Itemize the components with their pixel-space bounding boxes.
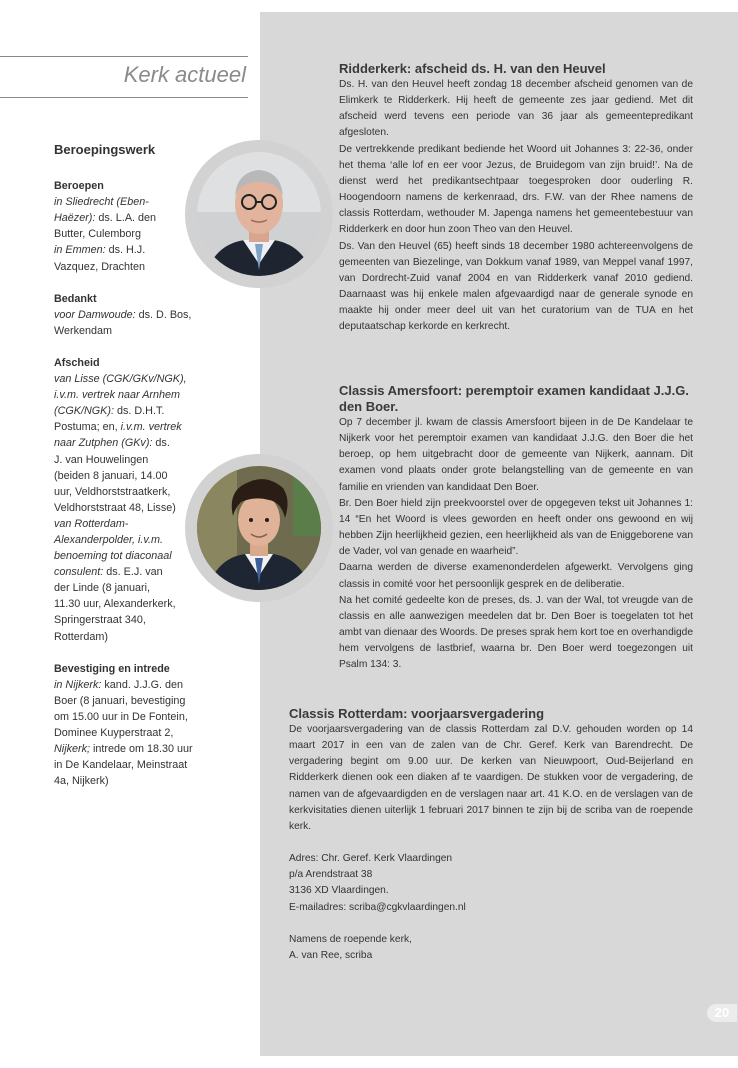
article-paragraph: Br. Den Boer hield zijn preekvoorstel over de opgegeven tekst uit Johannes 1: 14 “En het Woord is vlees geworden en heeft onder ons gewoond en wij hebben Zijn heerlijkheid gezien, een heerlijkheid als van de Eniggeborene van de Vader, vol van genade en waarheid”. xyxy=(339,497,693,558)
event-detail: 4a, Nijkerk) xyxy=(54,775,109,788)
article-title: Classis Amersfoort: peremptoir examen kandidaat J.J.G. den Boer. xyxy=(339,383,689,414)
church-name: voor Damwoude: xyxy=(54,308,136,321)
church-name: in Nijkerk: xyxy=(54,678,102,691)
minister-name: Postuma; en, xyxy=(54,421,121,434)
address-line: 3136 XD Vlaardingen. xyxy=(289,885,389,897)
article-title: Ridderkerk: afscheid ds. H. van den Heuvel xyxy=(339,61,606,76)
minister-name: ds. H.J. xyxy=(105,244,146,257)
article-title: Classis Rotterdam: voorjaarsvergadering xyxy=(289,706,545,721)
church-name: consulent: xyxy=(54,566,104,579)
event-detail: Boer (8 januari, bevestiging xyxy=(54,694,186,707)
church-name: Alexanderpolder, i.v.m. xyxy=(54,533,164,546)
email-address: E-mailadres: scriba@cgkvlaardingen.nl xyxy=(289,901,466,913)
church-name: Nijkerk; xyxy=(54,743,90,756)
church-name: in Emmen: xyxy=(54,244,106,257)
church-name: i.v.m. vertrek xyxy=(120,421,182,434)
bottom-rule xyxy=(0,97,248,98)
article-paragraph: Op 7 december jl. kwam de classis Amersfoort bijeen in de De Kandelaar te Nijkerk voor het peremptoir examen van kandidaat J.J.G. den Boer die het beroep, op hem uitgebracht door de gemeente van Nijkerk, aannam. Dit examen vond plaats onder grote belangstelling van de gemeente en van familie en vrienden van kandidaat Den Boer. xyxy=(339,417,693,493)
minister-location: Werkendam xyxy=(54,324,113,337)
portrait-den-boer xyxy=(197,466,321,590)
article-ridderkerk xyxy=(339,61,693,336)
church-name: Haëzer): xyxy=(54,212,96,225)
event-detail: uur, Veldhorststraatkerk, xyxy=(54,485,171,498)
event-detail: Dominee Kuyperstraat 2, xyxy=(54,727,174,739)
group-afscheid xyxy=(54,355,200,645)
event-detail: Veldhorststraat 48, Lisse) xyxy=(54,501,176,514)
church-name: (CGK/NGK): xyxy=(54,405,114,418)
church-name: in Sliedrecht (Eben- xyxy=(54,196,149,209)
article-paragraph: Ds. Van den Heuvel (65) heeft sinds 18 december 1980 achtereenvolgens de gemeenten van Biezelinge, van Dokkum vanaf 1989, van Meppel vanaf 1997, van Dordrecht-Zuid vanaf 2004 en van Ridderkerk vanaf 2010 gediend. Daarnaast was hij enkele malen afgevaardigd naar de generale synode en maakte hij onder meer deel uit van het curatorium van de TUA en het deputaatschap kerkorde en kerkrecht. xyxy=(339,240,693,333)
minister-name: ds. E.J. van xyxy=(103,566,163,579)
event-detail: in De Kandelaar, Meinstraat xyxy=(54,759,188,772)
minister-name: kand. J.J.G. den xyxy=(101,678,184,691)
church-name: van Lisse (CGK/GKv/NGK), xyxy=(54,373,187,386)
portrait-van-den-heuvel xyxy=(197,152,321,276)
minister-location: Butter, Culemborg xyxy=(54,228,142,241)
article-paragraph: Ds. H. van den Heuvel heeft zondag 18 december afscheid genomen van de Elimkerk te Ridderkerk. Hij heeft de gemeente zes jaar gediend. Met dit afscheid werd tevens een periode van 36 jaar als gemeentepredikant afgesloten. xyxy=(339,79,693,139)
article-paragraph: Na het comité gedeelte kon de preses, ds. J. van der Wal, tot vreugde van de classis en alle aanwezigen meedelen dat br. Den Boer is toegelaten tot het ambt van dienaar des Woords. De preses sprak hem kort toe en overhandigde hem vervolgens de lastbrief, waarna br. Den Boer werd toegezongen uit Psalm 134: 3. xyxy=(339,594,693,671)
group-bevestiging xyxy=(54,661,200,790)
article-classis-rotterdam xyxy=(289,706,693,964)
article-classis-amersfoort xyxy=(339,383,693,674)
signature-block xyxy=(289,932,693,964)
group-title: Afscheid xyxy=(54,356,100,369)
group-title: Beroepen xyxy=(54,180,104,193)
minister-name: ds. xyxy=(152,437,170,450)
article-paragraph: Daarna werden de diverse examenonderdelen afgewerkt. Vervolgens ging classis in comité voor het persoonlijk gesprek en de deliberatie. xyxy=(339,562,693,590)
top-rule xyxy=(0,56,248,57)
church-name: naar Zutphen (GKv): xyxy=(54,437,153,450)
group-title: Bedankt xyxy=(54,292,97,305)
minister-name: ds. D. Bos, xyxy=(135,308,192,321)
event-detail: (beiden 8 januari, 14.00 xyxy=(54,469,168,482)
group-bedankt xyxy=(54,291,200,339)
article-paragraph: De vertrekkende predikant bediende het Woord uit Johannes 3: 22-36, onder het thema ‘alle lof en eer voor Jezus, de Bruidegom van zijn bruid!’. Na de dienst werd het predikantsechtpaar toegesproken door ouderling R. Hoogendoorn namens de kerkenraad, drs. F.W. van der Rhee namens de classis Rotterdam, wethouder M. Japenga namens het gemeentebestuur van Ridderkerk en door hun zoon Theo van den Heuvel. xyxy=(339,143,693,236)
section-title: Kerk actueel xyxy=(123,62,246,87)
church-name: i.v.m. vertrek naar Arnhem xyxy=(54,389,180,402)
event-detail: Springerstraat 340, xyxy=(54,614,146,627)
church-name: van Rotterdam- xyxy=(54,517,129,530)
address-block xyxy=(289,851,693,916)
event-detail: Rotterdam) xyxy=(54,630,109,643)
article-paragraph: De voorjaarsvergadering van de classis Rotterdam zal D.V. gehouden worden op 14 maart 2017 in een van de zalen van de Chr. Geref. Kerk van Barendrecht. De vergadering begint om 9.00 uur. De kerken van Nieuwpoort, Oud-Beijerland en Ridderkerk dienen ook een diaken af te vaardigen. De stukken voor de vergadering, de namen van de afgevaardigden en de verslagen naar art. 41 K.O. en de verslagen van de kerkvisitaties dienen uiterlijk 1 februari 2017 binnen te zijn bij de scriba van de roepende kerk. xyxy=(289,724,693,832)
group-title: Bevestiging en intrede xyxy=(54,662,170,675)
event-detail: om 15.00 uur in De Fontein, xyxy=(54,710,188,723)
event-detail: der Linde (8 januari, xyxy=(54,582,151,595)
minister-name: J. van Houwelingen xyxy=(54,453,149,466)
event-detail: 11.30 uur, Alexanderkerk, xyxy=(54,598,176,611)
signature-line: Namens de roepende kerk, xyxy=(289,933,412,945)
church-name: benoeming tot diaconaal xyxy=(54,550,172,563)
address-line: p/a Arendstraat 38 xyxy=(289,869,373,881)
signature-line: A. van Ree, scriba xyxy=(289,949,373,961)
minister-name: ds. D.H.T. xyxy=(113,405,165,418)
page-number: 20 xyxy=(707,1004,737,1022)
sidebar-title: Beroepingswerk xyxy=(54,142,156,157)
sidebar-beroepingswerk xyxy=(54,142,200,805)
minister-name: ds. L.A. den xyxy=(95,212,157,225)
group-beroepen xyxy=(54,178,200,275)
minister-location: Vazquez, Drachten xyxy=(54,260,146,273)
event-detail: intrede om 18.30 uur xyxy=(90,743,193,756)
address-line: Adres: Chr. Geref. Kerk Vlaardingen xyxy=(289,853,453,865)
